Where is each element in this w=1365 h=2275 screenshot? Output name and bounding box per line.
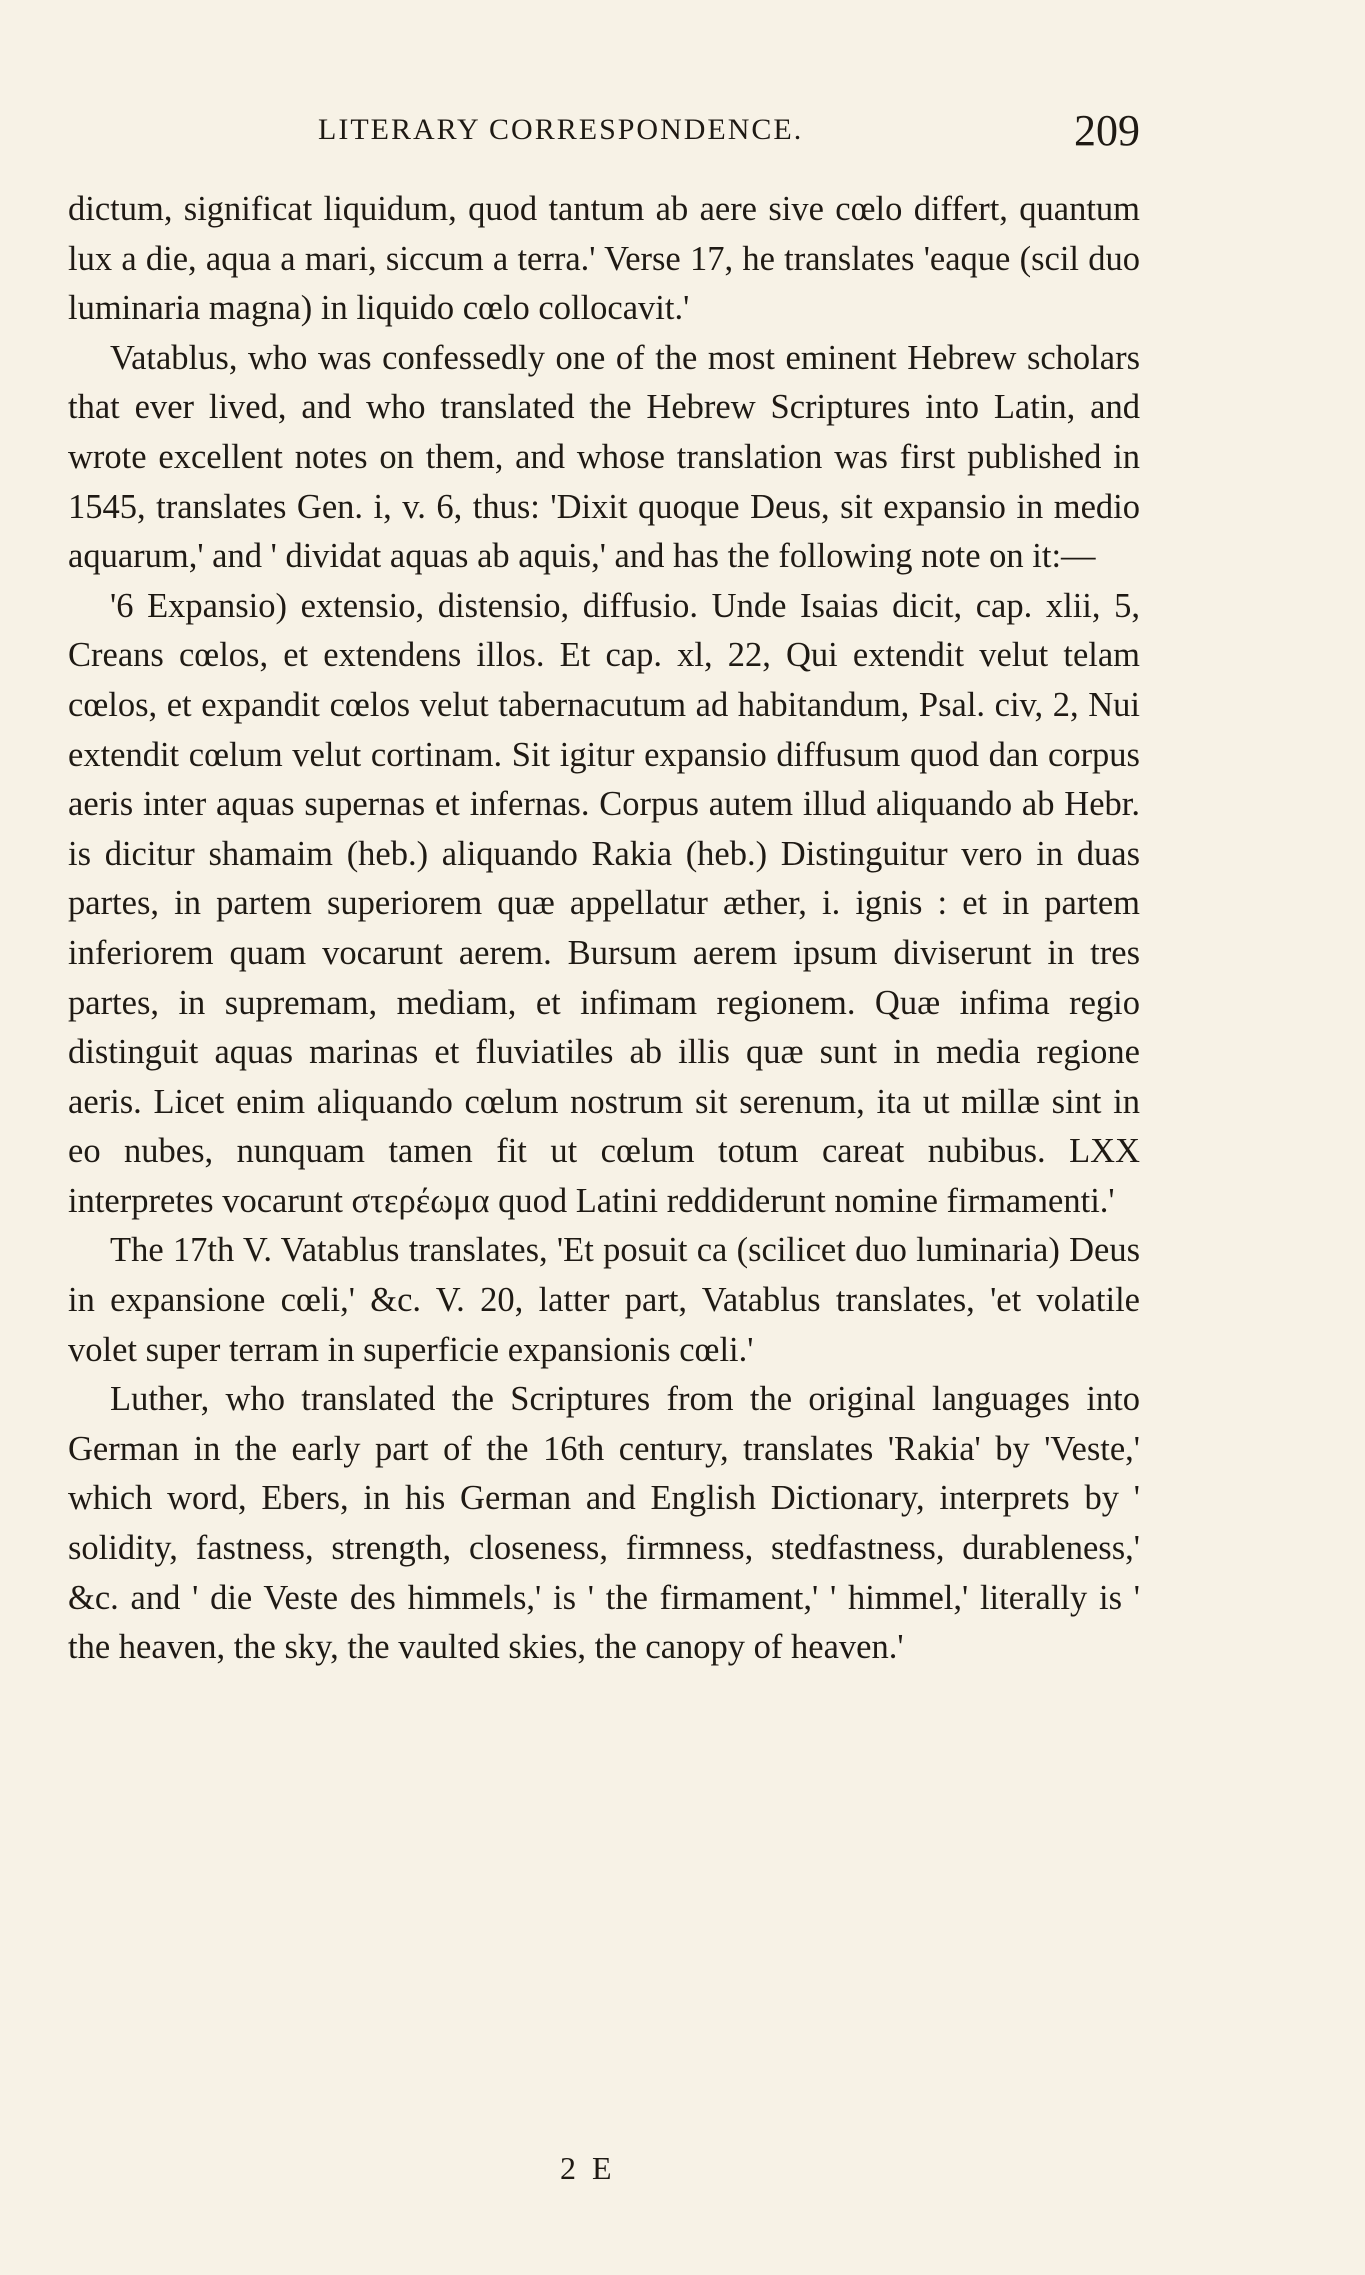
page-header <box>68 105 1140 165</box>
paragraph-expansio-note: '6 Expansio) extensio, distensio, diffusio. Unde Isaias dicit, cap. xlii, 5, Creans cœlos, et extendens illos. Et cap. xl, 22, Qui extendit velut telam cœlos, et expandit cœlos velut tabernacutum ad habitandum, Psal. civ, 2, Nui extendit cœlum velut cortinam. Sit igitur expansio diffusum quod dan corpus aeris inter aquas supernas et infernas. Corpus autem illud aliquando ab Hebr. is dicitur shamaim (heb.) aliquando Rakia (heb.) Distinguitur vero in duas partes, in partem superiorem quæ appellatur æther, i. ignis : et in partem inferiorem quam vocarunt aerem. Bursum aerem ipsum diviserunt in tres partes, in supremam, mediam, et infimam regionem. Quæ infima regio distinguit aquas marinas et fluviatiles ab illis quæ sunt in media regione aeris. Licet enim aliquando cœlum nostrum sit serenum, ita ut millæ sint in eo nubes, nunquam tamen fit ut cœlum totum careat nubibus. LXX interpretes vocarunt στερέωμα quod Latini reddiderunt nomine firmamenti.' <box>68 586 1140 1220</box>
paragraph-luther: Luther, who translated the Scriptures from the original languages into German in the early part of the 16th century, translates 'Rakia' by 'Veste,' which word, Ebers, in his German and English Dictionary, interprets by ' solidity, fastness, strength, closeness, firmness, stedfastness, durableness,' &c. and ' die Veste des himmels,' is ' the firmament,' ' himmel,' literally is ' the heaven, the sky, the vaulted skies, the canopy of heaven.' <box>68 1380 1140 1667</box>
paragraph-verse-17: The 17th V. Vatablus translates, 'Et posuit ca (scilicet duo luminaria) Deus in expansione cœli,' &c. V. 20, latter part, Vatablus translates, 'et volatile volet super terram in superficie expansionis cœli.' <box>68 1231 1140 1369</box>
body-text <box>68 185 1140 1673</box>
running-head: LITERARY CORRESPONDENCE. <box>318 113 804 146</box>
paragraph-continuation: dictum, significat liquidum, quod tantum ab aere sive cœlo differt, quantum lux a die, aqua a mari, siccum a terra.' Verse 17, he translates 'eaque (scil duo luminaria magna) in liquido cœlo collocavit.' <box>68 190 1140 328</box>
signature-mark: 2 E <box>560 2150 616 2186</box>
paragraph-vatablus: Vatablus, who was confessedly one of the most eminent Hebrew scholars that ever lived, and who translated the Hebrew Scriptures into Latin, and wrote excellent notes on them, and whose translation was first published in 1545, translates Gen. i, v. 6, thus: 'Dixit quoque Deus, sit expansio in medio aquarum,' and ' dividat aquas ab aquis,' and has the following note on it:— <box>68 338 1140 576</box>
page-number: 209 <box>1074 106 1140 155</box>
